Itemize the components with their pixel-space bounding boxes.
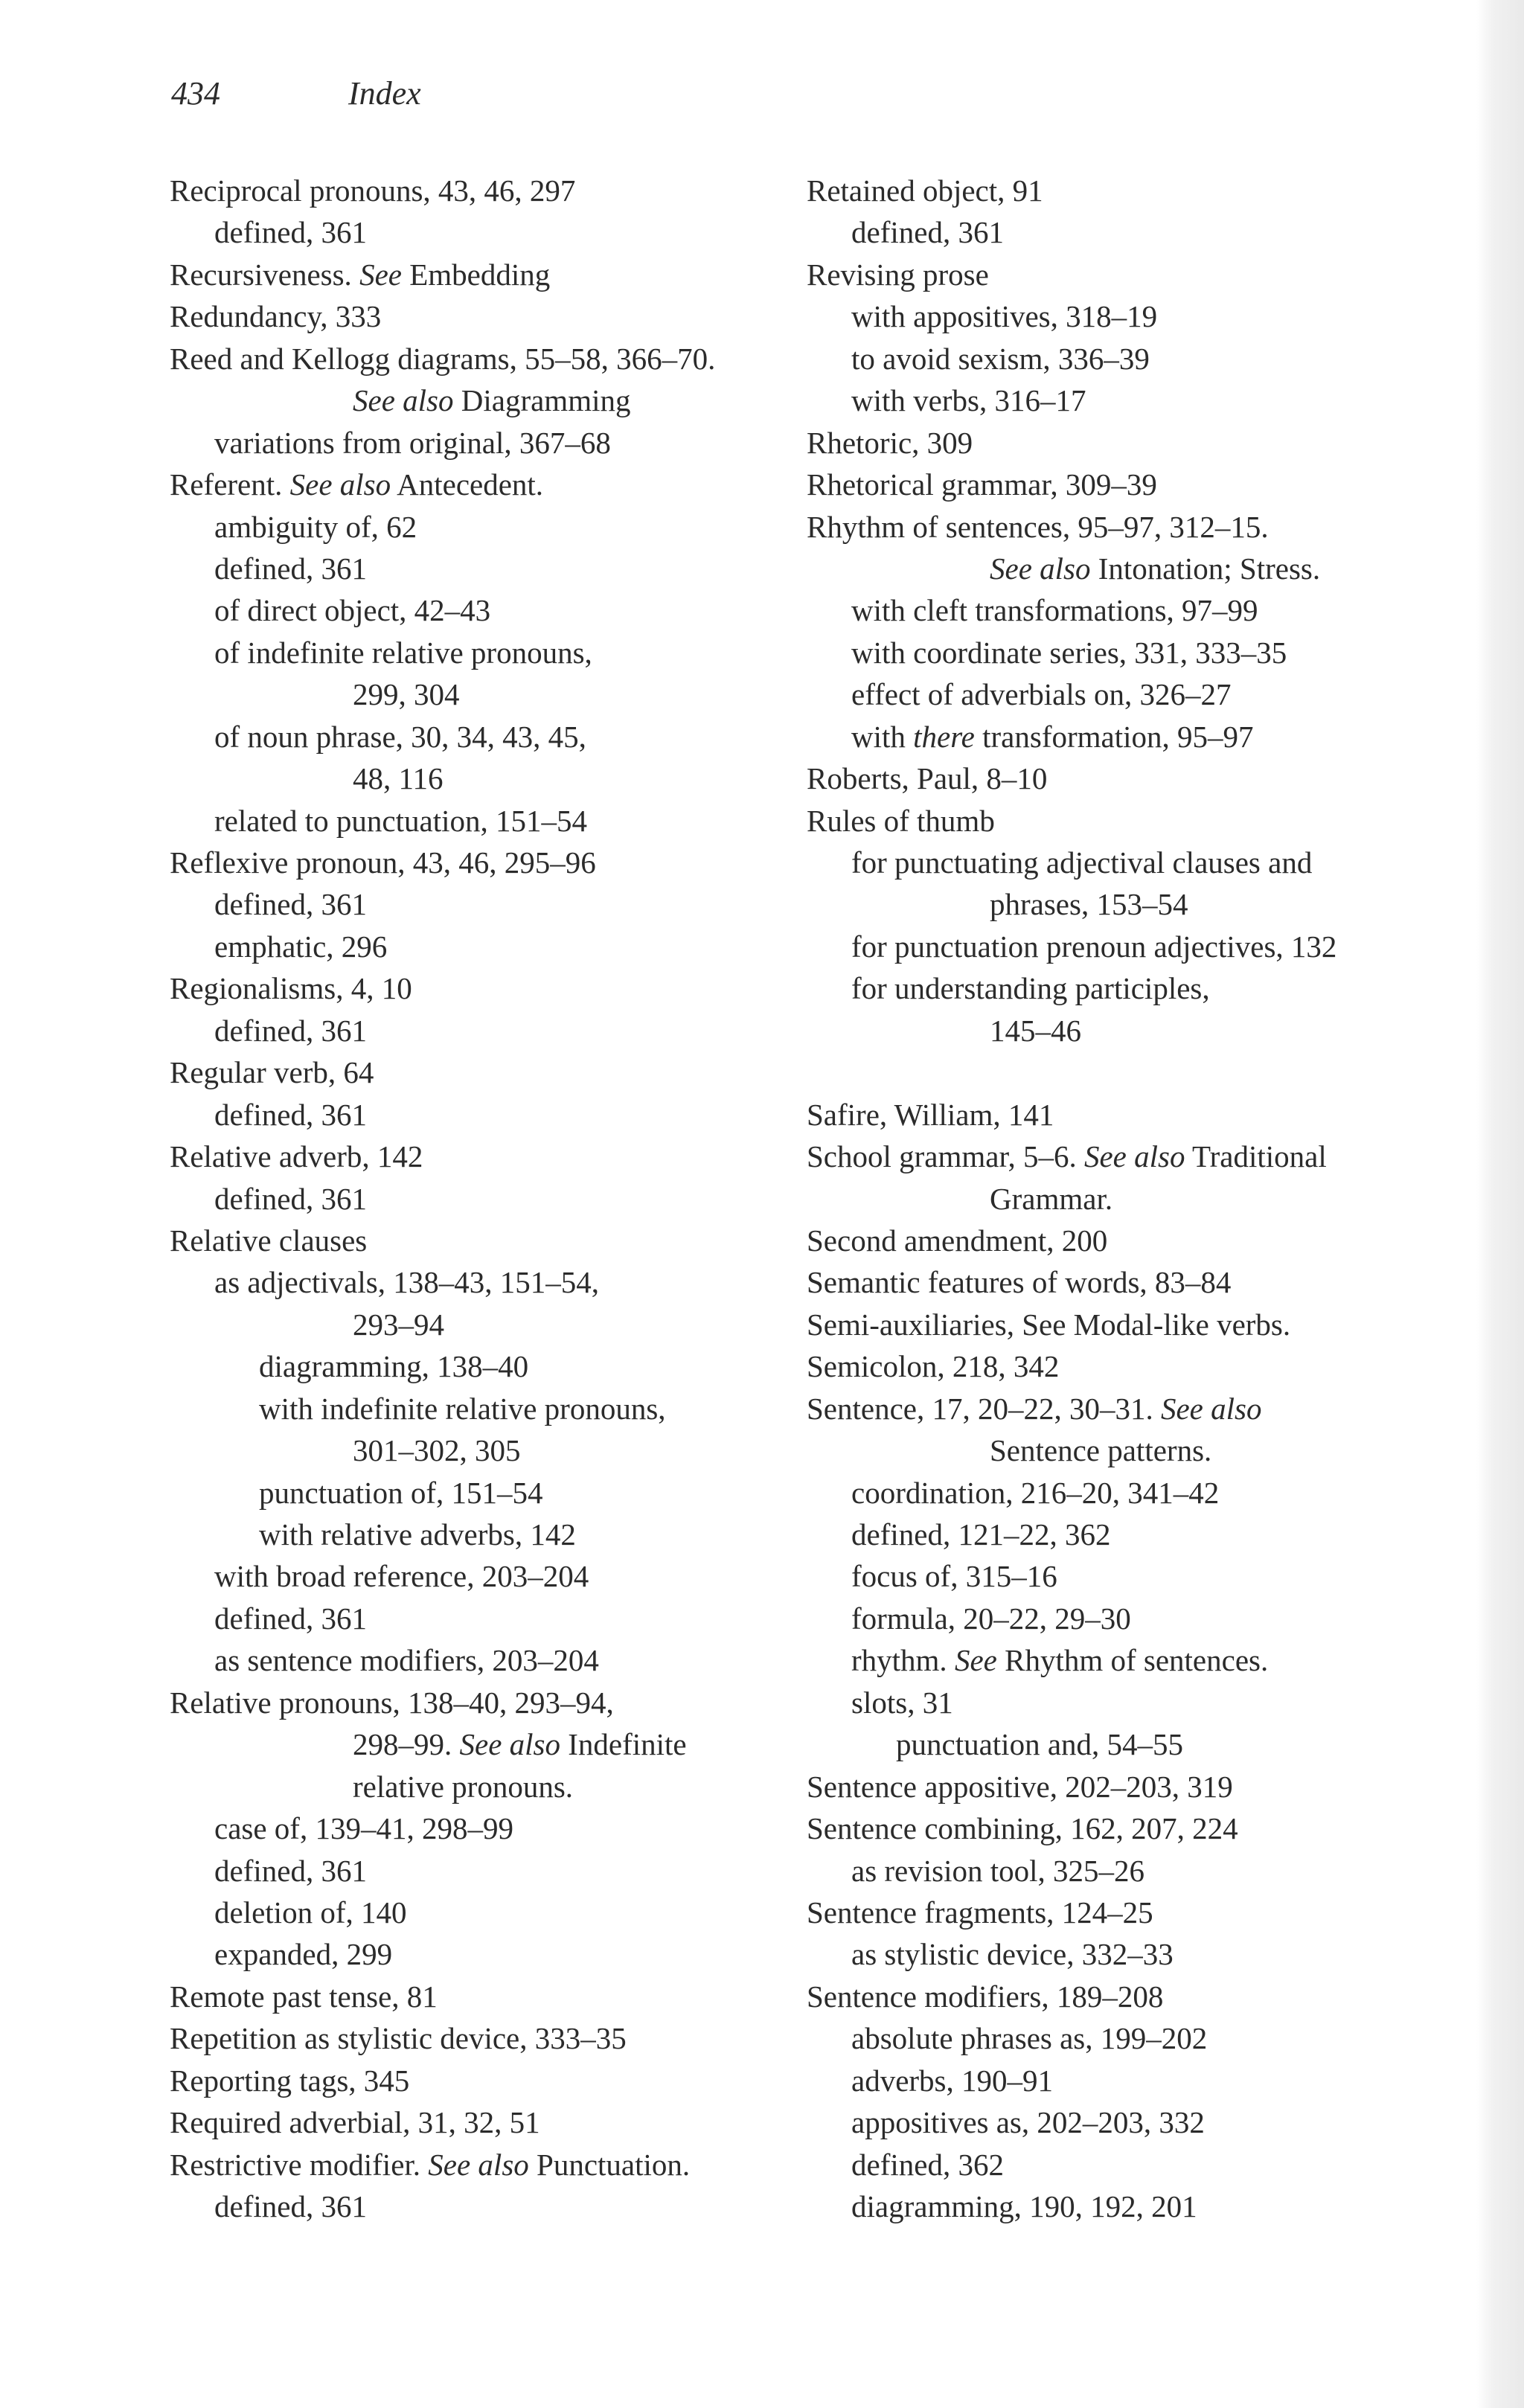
index-text: Indefinite (560, 1727, 687, 1762)
index-subentry (807, 589, 1447, 631)
index-entry (807, 254, 1447, 295)
index-text: defined, 362 (851, 2147, 1004, 2182)
index-text: punctuation and, 54–55 (896, 1727, 1184, 1762)
index-text: with cleft transformations, 97–99 (851, 593, 1258, 628)
index-text: Semi-auxiliaries, See Modal-like verbs. (807, 1307, 1291, 1342)
index-text: with coordinate series, 331, 333–35 (851, 635, 1287, 670)
index-cross-ref: See also (353, 383, 454, 418)
index-subentry (807, 338, 1447, 380)
index-entry (807, 800, 1447, 842)
index-column-right (807, 170, 1447, 2227)
index-subentry (170, 1766, 810, 1807)
index-text: diagramming, 190, 192, 201 (851, 2189, 1197, 2223)
index-text: defined, 361 (214, 1601, 367, 1636)
index-entry (807, 1261, 1447, 1303)
index-cross-ref: See (359, 257, 402, 292)
index-text: with (851, 719, 914, 754)
index-text: Rhetoric, 309 (807, 425, 973, 460)
index-subentry (807, 632, 1447, 673)
index-subentry (807, 1598, 1447, 1639)
index-entry (807, 1892, 1447, 1933)
index-subentry (807, 380, 1447, 421)
index-text: Remote past tense, 81 (170, 1979, 438, 2014)
index-text: Reed and Kellogg diagrams, 55–58, 366–70. (170, 341, 716, 376)
index-text: rhythm. (851, 1643, 955, 1678)
index-text: Punctuation. (528, 2147, 691, 2182)
index-subentry (807, 2017, 1447, 2059)
index-text: defined, 361 (214, 215, 367, 250)
index-subentry (170, 1850, 810, 1892)
index-subentry (170, 2186, 810, 2227)
index-subentry (807, 1933, 1447, 1975)
index-text: Roberts, Paul, 8–10 (807, 761, 1048, 796)
index-text: related to punctuation, 151–54 (214, 803, 587, 838)
index-entry (170, 1220, 810, 1261)
index-entry (807, 1094, 1447, 1136)
index-text: appositives as, 202–203, 332 (851, 2105, 1205, 2140)
index-subentry (807, 1178, 1447, 1220)
index-text: ambiguity of, 62 (214, 509, 417, 544)
index-entry (170, 1051, 810, 1093)
index-text: defined, 361 (214, 2189, 367, 2223)
index-subentry (170, 758, 810, 799)
index-subentry (170, 926, 810, 967)
index-text: defined, 361 (214, 1013, 367, 1048)
index-subentry (170, 1933, 810, 1975)
index-spacer (807, 1051, 1447, 1093)
index-text: Sentence modifiers, 189–208 (807, 1979, 1164, 2014)
index-entry (807, 1976, 1447, 2017)
index-text: defined, 361 (214, 1853, 367, 1888)
index-subentry (807, 1010, 1447, 1051)
index-text: Rhythm of sentences. (996, 1643, 1269, 1678)
index-entry (807, 1304, 1447, 1345)
index-text: 301–302, 305 (353, 1433, 521, 1468)
index-subentry (170, 673, 810, 715)
index-entry (807, 422, 1447, 464)
index-text: Sentence fragments, 124–25 (807, 1895, 1153, 1930)
index-entry (807, 1807, 1447, 1849)
index-subentry (807, 1682, 1447, 1723)
index-text: diagramming, 138–40 (259, 1349, 529, 1384)
index-text: Reflexive pronoun, 43, 46, 295–96 (170, 845, 596, 880)
index-subentry (170, 1178, 810, 1220)
index-text: Antecedent. (391, 467, 544, 502)
index-cross-ref: See (954, 1643, 997, 1678)
index-subentry (170, 589, 810, 631)
index-text: defined, 361 (214, 551, 367, 586)
index-subentry (170, 1555, 810, 1597)
index-subentry (807, 926, 1447, 967)
index-text: effect of adverbials on, 326–27 (851, 677, 1232, 712)
index-text: with broad reference, 203–204 (214, 1559, 589, 1594)
index-subentry (170, 211, 810, 253)
index-subentry (807, 2144, 1447, 2186)
index-text: Redundancy, 333 (170, 299, 382, 334)
running-head (171, 74, 421, 112)
index-text: Embedding (401, 257, 551, 292)
index-subentry (170, 1472, 810, 1514)
index-column-left (170, 170, 810, 2227)
index-text: Safire, William, 141 (807, 1097, 1054, 1132)
index-subentry (170, 422, 810, 464)
index-text: with appositives, 318–19 (851, 299, 1158, 334)
index-text: Traditional (1185, 1139, 1327, 1174)
index-text: adverbs, 190–91 (851, 2063, 1054, 2098)
index-text: Regular verb, 64 (170, 1055, 374, 1090)
index-text: Relative adverb, 142 (170, 1139, 423, 1174)
index-text: 145–46 (990, 1013, 1081, 1048)
index-text: for punctuation prenoun adjectives, 132 (851, 929, 1337, 964)
index-entry (807, 506, 1447, 548)
index-text: with verbs, 316–17 (851, 383, 1086, 418)
index-text: expanded, 299 (214, 1937, 393, 1972)
index-text: absolute phrases as, 199–202 (851, 2021, 1208, 2056)
index-cross-ref: See also (1160, 1391, 1262, 1426)
index-subentry (170, 1639, 810, 1681)
index-text: transformation, 95–97 (974, 719, 1254, 754)
index-text: Intonation; Stress. (1090, 551, 1321, 586)
index-subentry (807, 1514, 1447, 1555)
index-text: for punctuating adjectival clauses and (851, 845, 1313, 880)
index-text: relative pronouns. (353, 1769, 574, 1804)
index-text: as sentence modifiers, 203–204 (214, 1643, 599, 1678)
page-edge-shadow (1476, 0, 1524, 2408)
index-entry (170, 295, 810, 337)
index-text: Reporting tags, 345 (170, 2063, 410, 2098)
index-text: with relative adverbs, 142 (259, 1517, 576, 1552)
index-text: emphatic, 296 (214, 929, 388, 964)
index-subentry (807, 673, 1447, 715)
index-entry (807, 1220, 1447, 1261)
index-subentry (170, 800, 810, 842)
index-subentry (807, 548, 1447, 589)
index-text: Second amendment, 200 (807, 1223, 1108, 1258)
index-text: Grammar. (990, 1181, 1113, 1216)
index-subentry (170, 1598, 810, 1639)
index-text: Semicolon, 218, 342 (807, 1349, 1060, 1384)
index-subentry (170, 1094, 810, 1136)
index-entry (170, 1136, 810, 1177)
page-title: Index (348, 75, 421, 112)
index-text: case of, 139–41, 298–99 (214, 1811, 513, 1846)
index-subentry (170, 1723, 810, 1765)
index-subentry (170, 883, 810, 925)
index-entry (807, 758, 1447, 799)
index-entry (170, 1976, 810, 2017)
index-text: with indefinite relative pronouns, (259, 1391, 666, 1426)
page-number: 434 (171, 75, 220, 112)
index-entry (170, 842, 810, 883)
index-subentry (807, 883, 1447, 925)
index-entry (807, 1388, 1447, 1429)
index-text: slots, 31 (851, 1685, 953, 1720)
index-cross-ref: See also (1083, 1139, 1185, 1174)
index-text: 293–94 (353, 1307, 444, 1342)
index-subentry (807, 1472, 1447, 1514)
index-entry (170, 2060, 810, 2101)
index-text: Sentence, 17, 20–22, 30–31. (807, 1391, 1161, 1426)
index-text: Rules of thumb (807, 803, 995, 838)
index-subentry (807, 211, 1447, 253)
index-text: focus of, 315–16 (851, 1559, 1057, 1594)
index-subentry (807, 2060, 1447, 2101)
index-text: Sentence patterns. (990, 1433, 1212, 1468)
index-entry (807, 1766, 1447, 1807)
index-subentry (807, 842, 1447, 883)
index-entry (170, 1682, 810, 1723)
index-text: phrases, 153–54 (990, 887, 1188, 922)
index-text: variations from original, 367–68 (214, 425, 611, 460)
index-entry (807, 464, 1447, 505)
index-text: defined, 121–22, 362 (851, 1517, 1111, 1552)
index-subentry (170, 380, 810, 421)
index-subentry (170, 506, 810, 548)
index-text: defined, 361 (214, 1181, 367, 1216)
index-entry (170, 170, 810, 211)
index-subentry (170, 1807, 810, 1849)
index-text: Retained object, 91 (807, 173, 1043, 208)
index-subentry (807, 967, 1447, 1009)
index-text: 48, 116 (353, 761, 444, 796)
index-text: 298–99. (353, 1727, 460, 1762)
index-text: coordination, 216–20, 341–42 (851, 1475, 1220, 1510)
index-text: punctuation of, 151–54 (259, 1475, 543, 1510)
index-cross-ref: See also (459, 1727, 560, 1762)
index-text: of indefinite relative pronouns, (214, 635, 592, 670)
index-text: for understanding participles, (851, 971, 1210, 1006)
index-entry (170, 338, 810, 380)
index-text: Sentence combining, 162, 207, 224 (807, 1811, 1238, 1846)
index-text: Restrictive modifier. (170, 2147, 429, 2182)
index-subentry (807, 716, 1447, 758)
index-text: Reciprocal pronouns, 43, 46, 297 (170, 173, 576, 208)
index-text: Semantic features of words, 83–84 (807, 1265, 1232, 1300)
index-text: Relative pronouns, 138–40, 293–94, (170, 1685, 614, 1720)
index-subentry (170, 1304, 810, 1345)
index-entry (170, 464, 810, 505)
index-subentry (170, 1388, 810, 1429)
index-text: Revising prose (807, 257, 989, 292)
index-cross-ref: See also (990, 551, 1091, 586)
index-entry (170, 2017, 810, 2059)
index-text: formula, 20–22, 29–30 (851, 1601, 1131, 1636)
index-text: Rhythm of sentences, 95–97, 312–15. (807, 509, 1269, 544)
index-text: 299, 304 (353, 677, 460, 712)
index-text: as stylistic device, 332–33 (851, 1937, 1174, 1972)
index-subentry (170, 1514, 810, 1555)
index-text: Diagramming (453, 383, 631, 418)
index-entry (170, 2101, 810, 2143)
index-text: as revision tool, 325–26 (851, 1853, 1145, 1888)
index-subentry (807, 295, 1447, 337)
index-text: deletion of, 140 (214, 1895, 407, 1930)
index-subentry (807, 1639, 1447, 1681)
index-text: to avoid sexism, 336–39 (851, 341, 1150, 376)
index-entry (807, 1136, 1447, 1177)
index-text: School grammar, 5–6. (807, 1139, 1084, 1174)
index-text: Recursiveness. (170, 257, 360, 292)
index-subentry (807, 1850, 1447, 1892)
index-subentry (170, 1429, 810, 1471)
index-entry (170, 254, 810, 295)
index-text: of noun phrase, 30, 34, 43, 45, (214, 719, 586, 754)
index-subentry (807, 1723, 1447, 1765)
index-subentry (807, 1555, 1447, 1597)
index-text: defined, 361 (851, 215, 1004, 250)
index-subentry (170, 1261, 810, 1303)
index-text: Rhetorical grammar, 309–39 (807, 467, 1157, 502)
index-text: defined, 361 (214, 1097, 367, 1132)
index-text: defined, 361 (214, 887, 367, 922)
index-subentry (170, 548, 810, 589)
index-text: Sentence appositive, 202–203, 319 (807, 1769, 1233, 1804)
index-entry (170, 967, 810, 1009)
index-subentry (170, 716, 810, 758)
index-text: Relative clauses (170, 1223, 368, 1258)
index-subentry (807, 2186, 1447, 2227)
index-subentry (807, 1429, 1447, 1471)
index-text: Regionalisms, 4, 10 (170, 971, 412, 1006)
index-cross-ref: there (913, 719, 975, 754)
index-subentry (807, 2101, 1447, 2143)
index-text: as adjectivals, 138–43, 151–54, (214, 1265, 599, 1300)
index-entry (807, 1345, 1447, 1387)
index-text: Referent. (170, 467, 290, 502)
index-text: Repetition as stylistic device, 333–35 (170, 2021, 627, 2056)
index-subentry (170, 1892, 810, 1933)
index-cross-ref: See also (289, 467, 391, 502)
index-subentry (170, 632, 810, 673)
index-text: of direct object, 42–43 (214, 593, 491, 628)
index-cross-ref: See also (428, 2147, 529, 2182)
index-subentry (170, 1010, 810, 1051)
index-entry (807, 170, 1447, 211)
index-text: Required adverbial, 31, 32, 51 (170, 2105, 540, 2140)
index-subentry (170, 1345, 810, 1387)
index-entry (170, 2144, 810, 2186)
